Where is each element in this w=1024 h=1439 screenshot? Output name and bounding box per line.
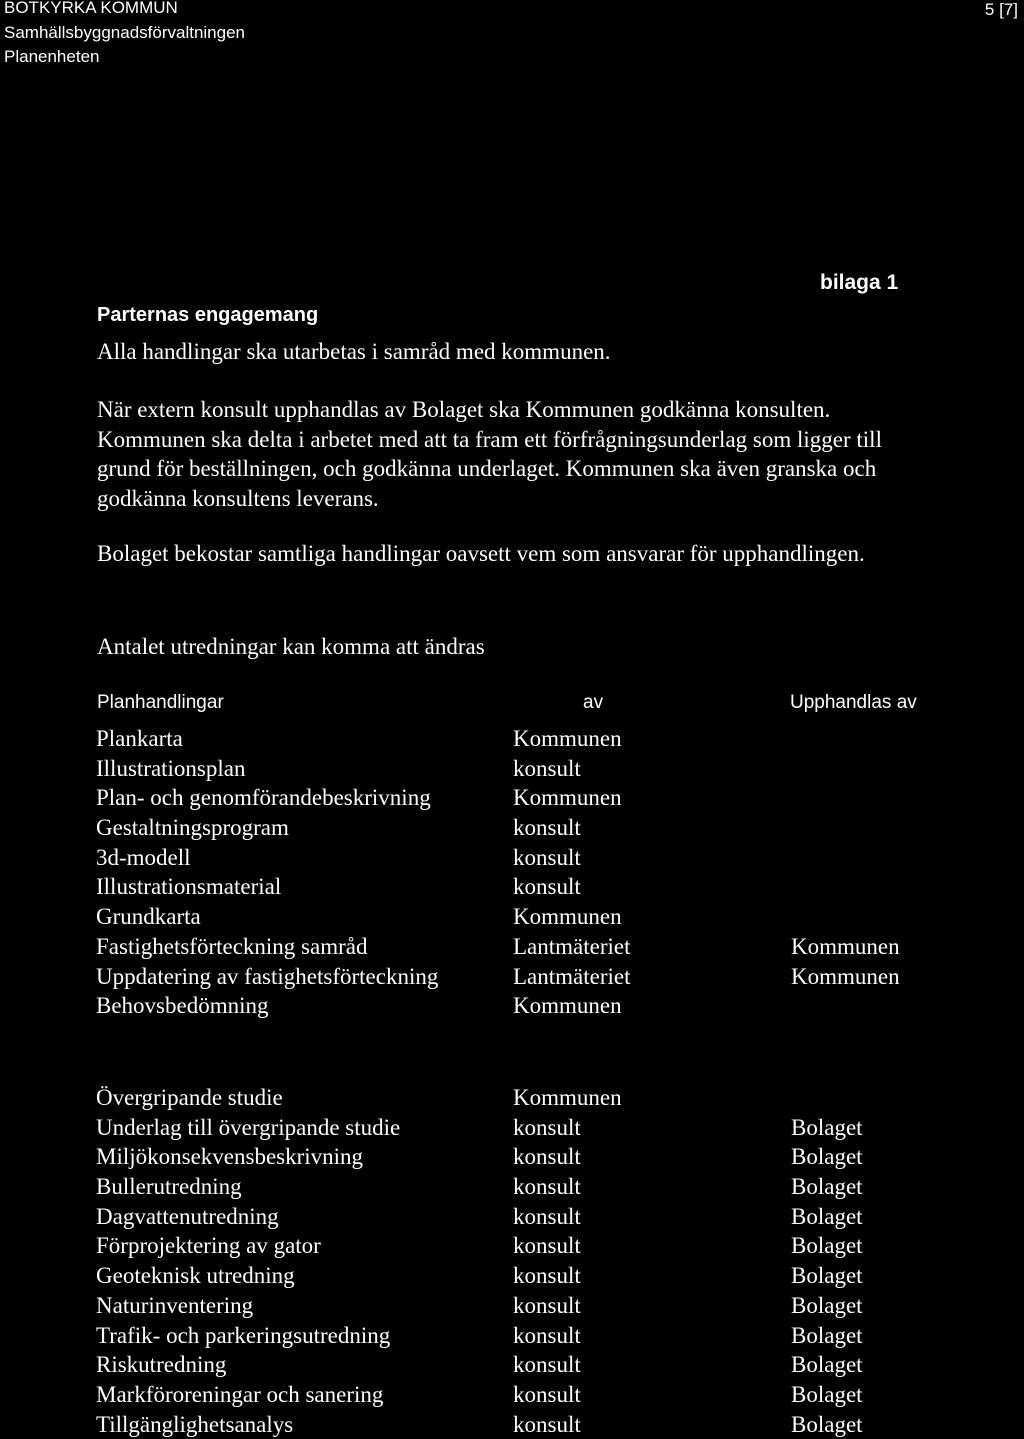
cell-document: Gestaltningsprogram xyxy=(96,815,289,841)
table-row xyxy=(0,754,1024,784)
cell-procured-by: Bolaget xyxy=(791,1203,863,1229)
cell-procured-by: Bolaget xyxy=(791,1292,863,1318)
header-unit: Planenheten xyxy=(4,47,100,66)
table-row xyxy=(0,1113,1024,1143)
cell-by: konsult xyxy=(513,1411,581,1437)
page-number: 5 [7] xyxy=(984,0,1018,19)
table-row xyxy=(0,1083,1024,1113)
cell-by: Kommunen xyxy=(513,785,622,811)
table-row xyxy=(0,1231,1024,1261)
cell-document: Plankarta xyxy=(96,726,183,751)
cell-procured-by: Bolaget xyxy=(791,1381,863,1407)
cell-procured-by: Bolaget xyxy=(791,1322,863,1348)
paragraph-4: Antalet utredningar kan komma att ändras xyxy=(97,634,485,659)
table-row xyxy=(0,724,1024,754)
cell-by: Lantmäteriet xyxy=(513,933,631,959)
table-group-studies xyxy=(0,1083,1024,1439)
table-row xyxy=(0,1291,1024,1321)
cell-document: Övergripande studie xyxy=(96,1085,283,1110)
header-organization: BOTKYRKA KOMMUN xyxy=(4,0,178,17)
cell-by: konsult xyxy=(513,874,581,900)
cell-document: Geoteknisk utredning xyxy=(96,1263,295,1289)
table-row xyxy=(0,1410,1024,1439)
table-row xyxy=(0,783,1024,813)
cell-by: konsult xyxy=(513,815,581,841)
table-header-by: av xyxy=(583,692,604,713)
cell-by: konsult xyxy=(513,1352,581,1378)
cell-by: Kommunen xyxy=(513,904,622,930)
cell-document: Tillgänglighetsanalys xyxy=(96,1411,294,1437)
cell-by: Kommunen xyxy=(513,726,622,751)
header-department: Samhällsbyggnadsförvaltningen xyxy=(4,23,245,42)
table-row xyxy=(0,843,1024,873)
table-row xyxy=(0,1261,1024,1291)
table-row xyxy=(0,1172,1024,1202)
table-row xyxy=(0,872,1024,902)
section-title: Parternas engagemang xyxy=(97,304,319,326)
table-row xyxy=(0,1380,1024,1410)
paragraph-1: Alla handlingar ska utarbetas i samråd med kommunen. xyxy=(97,339,611,364)
table-row xyxy=(0,1142,1024,1172)
cell-by: konsult xyxy=(513,1292,581,1318)
cell-procured-by: Bolaget xyxy=(791,1114,863,1140)
table-row xyxy=(0,962,1024,992)
cell-by: Kommunen xyxy=(513,993,622,1019)
table-row xyxy=(0,1321,1024,1351)
table-row xyxy=(0,813,1024,843)
cell-document: Illustrationsmaterial xyxy=(96,874,282,900)
cell-document: Miljökonsekvensbeskrivning xyxy=(96,1144,364,1170)
cell-procured-by: Bolaget xyxy=(791,1352,863,1378)
cell-by: konsult xyxy=(513,1263,581,1289)
cell-document: Trafik- och parkeringsutredning xyxy=(96,1322,391,1348)
cell-by: konsult xyxy=(513,1381,581,1407)
cell-document: Behovsbedömning xyxy=(96,993,269,1019)
cell-by: Kommunen xyxy=(513,1085,622,1110)
cell-procured-by: Bolaget xyxy=(791,1263,863,1289)
cell-by: konsult xyxy=(513,1174,581,1200)
cell-document: Fastighetsförteckning samråd xyxy=(96,933,368,959)
cell-by: konsult xyxy=(513,1144,581,1170)
table-row xyxy=(0,1202,1024,1232)
cell-document: 3d-modell xyxy=(96,844,191,870)
paragraph-3: Bolaget bekostar samtliga handlingar oavsett vem som ansvarar för upphandlingen. xyxy=(97,541,865,566)
cell-document: Dagvattenutredning xyxy=(96,1203,279,1229)
cell-by: konsult xyxy=(513,844,581,870)
table-row xyxy=(0,932,1024,962)
cell-by: Lantmäteriet xyxy=(513,963,631,989)
cell-procured-by: Kommunen xyxy=(791,963,900,989)
cell-document: Naturinventering xyxy=(96,1292,254,1318)
cell-procured-by: Bolaget xyxy=(791,1144,863,1170)
cell-document: Underlag till övergripande studie xyxy=(96,1114,401,1140)
cell-by: konsult xyxy=(513,1233,581,1259)
cell-document: Uppdatering av fastighetsförteckning xyxy=(96,963,439,989)
table-row xyxy=(0,902,1024,932)
cell-by: konsult xyxy=(513,1114,581,1140)
cell-document: Bullerutredning xyxy=(96,1174,242,1200)
cell-procured-by: Bolaget xyxy=(791,1411,863,1437)
cell-document: Förprojektering av gator xyxy=(96,1233,321,1259)
appendix-label: bilaga 1 xyxy=(820,271,899,294)
cell-document: Riskutredning xyxy=(96,1352,227,1378)
cell-procured-by: Bolaget xyxy=(791,1233,863,1259)
table-row xyxy=(0,991,1024,1021)
table-header-procured-by: Upphandlas av xyxy=(790,692,917,713)
cell-by: konsult xyxy=(513,1322,581,1348)
cell-document: Illustrationsplan xyxy=(96,755,246,781)
cell-by: konsult xyxy=(513,1203,581,1229)
cell-procured-by: Kommunen xyxy=(791,933,900,959)
paragraph-2: När extern konsult upphandlas av Bolaget ska Kommunen godkänna konsulten. Kommunen ska delta i arbetet med att ta fram ett förfrågningsunderlag som ligger till grund för beställningen, och godkänna underlaget. Kommunen ska även granska och godkänna konsultens leverans. xyxy=(97,397,882,511)
cell-document: Markföroreningar och sanering xyxy=(96,1381,384,1407)
table-group-plan-documents xyxy=(0,724,1024,1021)
cell-procured-by: Bolaget xyxy=(791,1174,863,1200)
cell-document: Plan- och genomförandebeskrivning xyxy=(96,785,431,811)
table-row xyxy=(0,1350,1024,1380)
cell-document: Grundkarta xyxy=(96,904,201,930)
table-header-document: Planhandlingar xyxy=(97,692,224,713)
cell-by: konsult xyxy=(513,755,581,781)
